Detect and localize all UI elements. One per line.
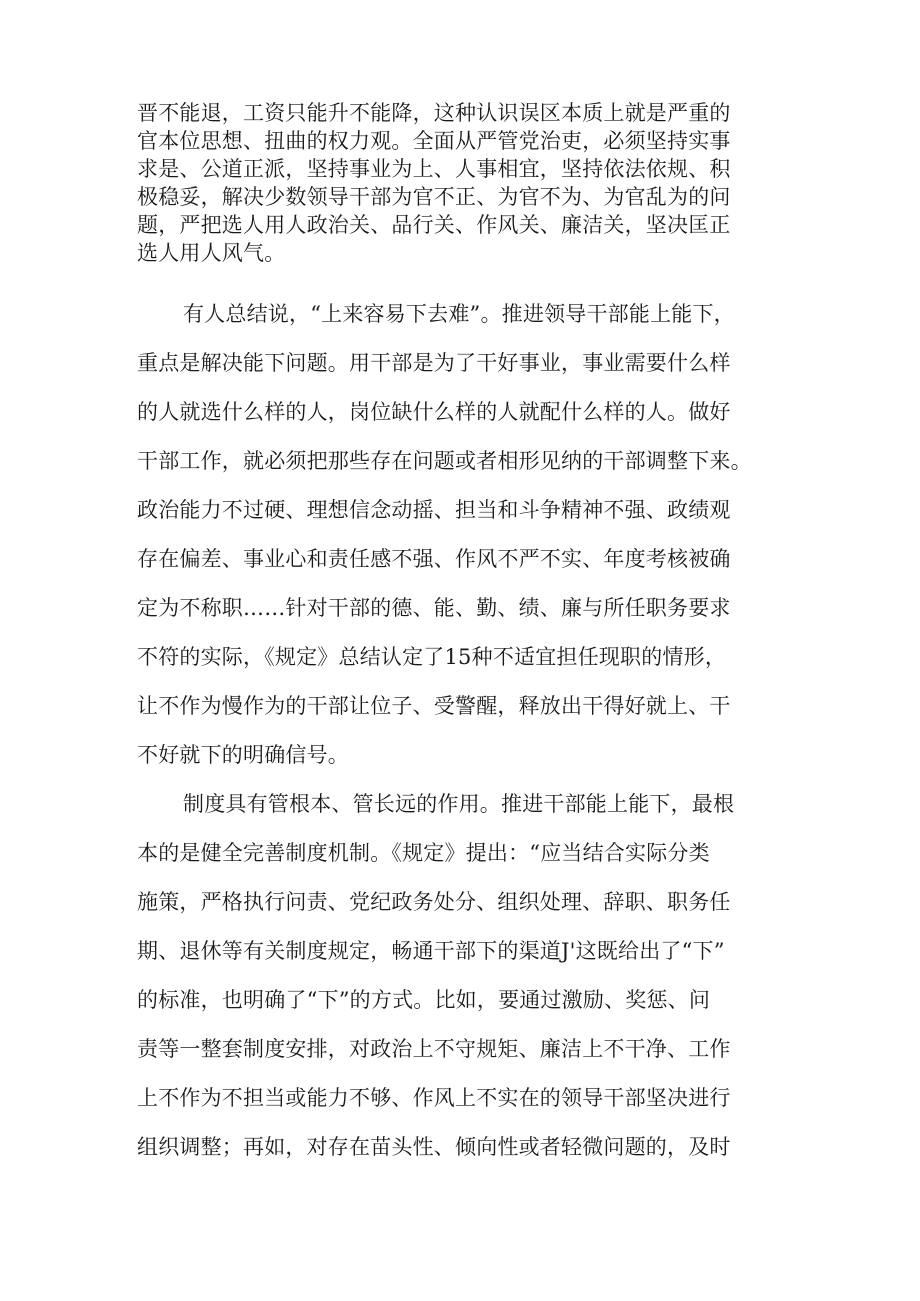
text-line: 选人用人风气。: [137, 241, 286, 265]
text-line: 组织调整；再如，对存在苗头性、倾向性或者轻微问题的，及时: [137, 1135, 731, 1159]
text-line: 责等一整套制度安排，对政治上不守规矩、廉洁上不干净、工作: [137, 1037, 731, 1061]
text-line: 定为不称职……针对干部的德、能、勤、绩、廉与所任职务要求: [137, 596, 731, 620]
text-line: 施策，严格执行问责、党纪政务处分、组织处理、辞职、职务任: [137, 890, 731, 914]
text-line: 期、退休等有关制度规定，畅通干部下的渠道J'这既给出了“下”: [137, 939, 725, 963]
text-line: 重点是解决能下问题。用干部是为了干好事业，事业需要什么样: [137, 351, 731, 375]
text-line-first: 制度具有管根本、管长远的作用。推进干部能上能下，最根: [183, 792, 735, 816]
text-line: 政治能力不过硬、理想信念动摇、担当和斗争精神不强、政绩观: [137, 498, 731, 522]
text-line: 干部工作，就必须把那些存在问题或者相形见纳的干部调整下来。: [137, 449, 752, 473]
text-line: 不符的实际，《规定》总结认定了15种不适宜担任现职的情形，: [137, 645, 727, 669]
text-line-first: 有人总结说，“上来容易下去难”。推进领导干部能上能下，: [183, 302, 735, 326]
text-line: 让不作为慢作为的干部让位子、受警醒，释放出干得好就上、干: [137, 694, 731, 718]
text-line: 的标准，也明确了“下”的方式。比如，要通过激励、奖惩、问: [137, 988, 711, 1012]
text-line: 晋不能退，工资只能升不能降，这种认识误区本质上就是严重的: [137, 101, 731, 125]
text-line: 本的是健全完善制度机制。《规定》提出：“应当结合实际分类: [137, 841, 710, 865]
text-line: 的人就选什么样的人，岗位缺什么样的人就配什么样的人。做好: [137, 400, 731, 424]
text-line: 求是、公道正派，坚持事业为上、人事相宜，坚持依法依规、积: [137, 157, 731, 181]
text-line: 题，严把选人用人政治关、品行关、作风关、廉洁关，坚决匡正: [137, 213, 731, 237]
text-line: 存在偏差、事业心和责任感不强、作风不严不实、年度考核被确: [137, 547, 731, 571]
text-line: 上不作为不担当或能力不够、作风上不实在的领导干部坚决进行: [137, 1086, 731, 1110]
text-line: 极稳妥，解决少数领导干部为官不正、为官不为、为官乱为的问: [137, 185, 731, 209]
text-line: 官本位思想、扭曲的权力观。全面从严管党治吏，必须坚持实事: [137, 129, 731, 153]
text-line: 不好就下的明确信号。: [137, 743, 349, 767]
